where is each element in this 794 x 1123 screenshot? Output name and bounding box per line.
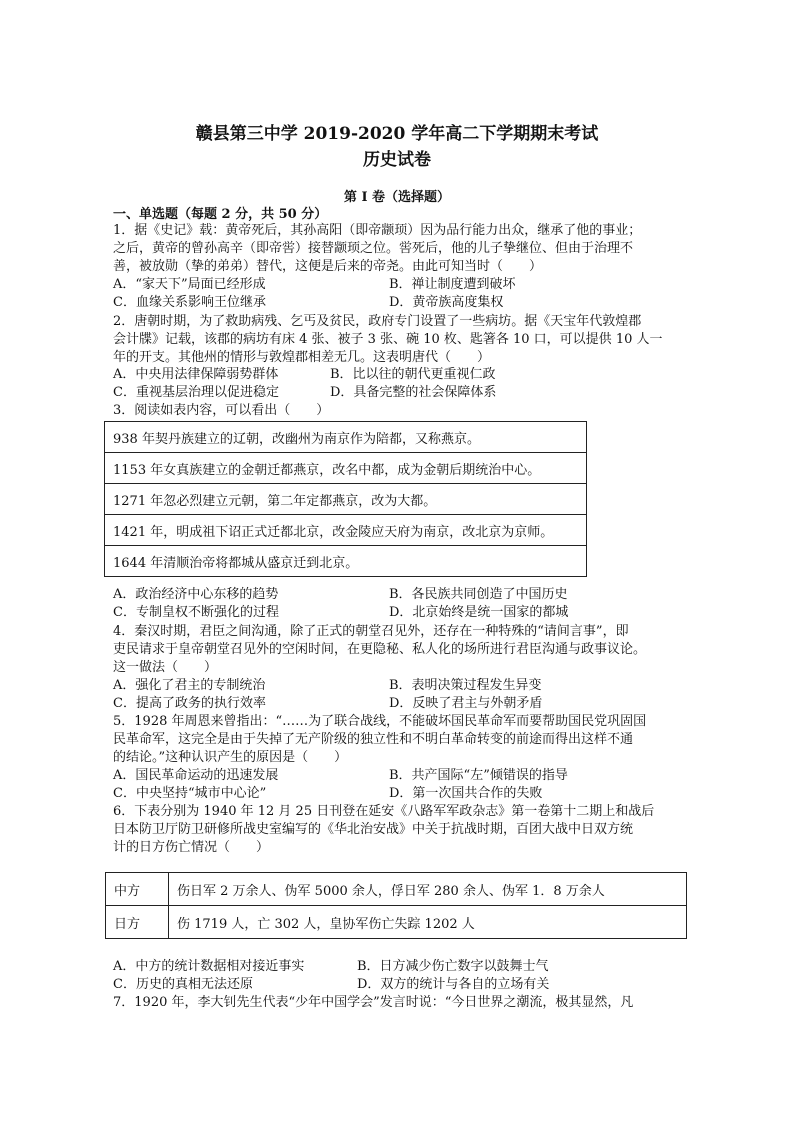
q2-option-a: A．中央用法律保障弱势群体: [113, 367, 279, 382]
q3-option-d: D．北京始终是统一国家的都城: [389, 605, 569, 620]
table-cell-side: 日方: [106, 906, 169, 939]
q1-option-d: D．黄帝族高度集权: [389, 295, 504, 310]
part-title: 第 I 卷（选择题）: [343, 190, 451, 205]
question-2-line: 2．唐朝时期，为了救助病残、乞丐及贫民，政府专门设置了一些病坊。据《天宝年代敦煌郡: [113, 314, 642, 329]
table-cell-side: 中方: [106, 873, 169, 906]
table-cell: 1421 年，明成祖下诏正式迁都北京，改金陵应天府为南京，改北京为京师。: [105, 515, 587, 546]
q5-option-c: C．中央坚持“城市中心论”: [113, 786, 267, 801]
q3-option-b: B．各民族共同创造了中国历史: [389, 587, 568, 602]
question-1-line: 1．据《史记》载：黄帝死后，其孙高阳（即帝颛顼）因为品行能力出众，继承了他的事业；: [113, 223, 642, 238]
question-3-line: 3．阅读如表内容，可以看出（ ）: [113, 403, 330, 418]
table-cell: 1644 年清顺治帝将都城从盛京迁到北京。: [105, 546, 587, 577]
q1-option-c: C．血缘关系影响王位继承: [113, 295, 266, 310]
q1-option-b: B．禅让制度遭到破坏: [389, 277, 516, 292]
question-6-line: 计的日方伤亡情况（ ）: [113, 840, 270, 855]
question-7-line: 7．1920 年，李大钊先生代表“少年中国学会”发言时说：“今日世界之潮流，极其显然，凡: [113, 995, 634, 1010]
q6-option-c: C．历史的真相无法还原: [113, 977, 253, 992]
question-5-line: 的结论。”这种认识产生的原因是（ ）: [113, 750, 348, 765]
question-2-line: 会计牒》记载，该郡的病坊有床 4 张、被子 3 张、碗 10 枚、匙箸各 10 口，可以提供 10 人一: [113, 332, 663, 347]
table-cell: 1153 年女真族建立的金朝迁都燕京，改名中都，成为金朝后期统治中心。: [105, 453, 587, 484]
casualty-table: [105, 872, 687, 939]
table-row: [105, 546, 587, 577]
q6-option-a: A．中方的统计数据相对接近事实: [113, 959, 305, 974]
capital-history-table: [104, 421, 587, 577]
question-4-line: 这一做法（ ）: [113, 660, 218, 675]
table-row: [105, 484, 587, 515]
q3-option-c: C．专制皇权不断强化的过程: [113, 605, 279, 620]
table-cell: 1271 年忽必烈建立元朝，第二年定都燕京，改为大都。: [105, 484, 587, 515]
question-1-line: 之后，黄帝的曾孙高辛（即帝喾）接替颛顼之位。喾死后，他的儿子挚继位、但由于治理不: [113, 241, 634, 256]
question-4-line: 吏民请求于皇帝朝堂召见外的空闲时间，在更隐秘、私人化的场所进行君臣沟通与政事议论。: [113, 642, 647, 657]
q6-option-d: D．双方的统计与各自的立场有关: [357, 977, 550, 992]
question-5-line: 民革命军，这完全是由于失掉了无产阶级的独立性和不明白革命转变的前途而得出这样不通: [113, 732, 634, 747]
table-cell: 938 年契丹族建立的辽朝，改幽州为南京作为陪都，又称燕京。: [105, 422, 587, 453]
table-cell: 伤 1719 人，亡 302 人，皇协军伤亡失踪 1202 人: [169, 906, 687, 939]
table-row: [105, 453, 587, 484]
table-row: [105, 515, 587, 546]
question-1-line: 善，被放勋（挚的弟弟）替代，这便是后来的帝尧。由此可知当时（ ）: [113, 259, 543, 274]
table-row: [106, 906, 687, 939]
question-6-line: 日本防卫厅防卫研修所战史室编写的《华北治安战》中关于抗战时期，百团大战中日双方统: [113, 822, 634, 837]
section-title: 一、单选题（每题 2 分，共 50 分）: [113, 207, 328, 222]
q5-option-a: A．国民革命运动的迅速发展: [113, 768, 279, 783]
question-5-line: 5．1928 年周恩来曾指出：“……为了联合战线，不能破坏国民革命军而要帮助国民党巩固国: [113, 714, 647, 729]
question-2-line: 年的开支。其他州的情形与敦煌郡相差无几。这表明唐代（ ）: [113, 350, 491, 365]
subject-title: 历史试卷: [363, 150, 431, 170]
question-6-line: 6．下表分别为 1940 年 12 月 25 日刊登在延安《八路军军政杂志》第一卷第十二期上和战后: [113, 804, 655, 819]
q4-option-a: A．强化了君主的专制统治: [113, 678, 266, 693]
q4-option-d: D．反映了君主与外朝矛盾: [389, 696, 543, 711]
question-4-line: 4．秦汉时期，君臣之间沟通，除了正式的朝堂召见外，还存在一种特殊的“请间言事”，即: [113, 624, 629, 639]
q3-option-a: A．政治经济中心东移的趋势: [113, 587, 279, 602]
q5-option-d: D．第一次国共合作的失败: [389, 786, 543, 801]
q4-option-b: B．表明决策过程发生异变: [389, 678, 542, 693]
q2-option-c: C．重视基层治理以促进稳定: [113, 385, 279, 400]
table-row: [105, 422, 587, 453]
school-title: 赣县第三中学 2019-2020 学年高二下学期期末考试: [195, 124, 599, 144]
q5-option-b: B．共产国际“左”倾错误的指导: [389, 768, 568, 783]
q2-option-d: D．具备完整的社会保障体系: [330, 385, 497, 400]
table-cell: 伤日军 2 万余人、伪军 5000 余人，俘日军 280 余人、伪军 1．8 万余人: [169, 873, 687, 906]
q4-option-c: C．提高了政务的执行效率: [113, 696, 266, 711]
q2-option-b: B．比以往的朝代更重视仁政: [330, 367, 496, 382]
q1-option-a: A．“家天下”局面已经形成: [113, 277, 266, 292]
q6-option-b: B．日方减少伤亡数字以鼓舞士气: [357, 959, 549, 974]
table-row: [106, 873, 687, 906]
